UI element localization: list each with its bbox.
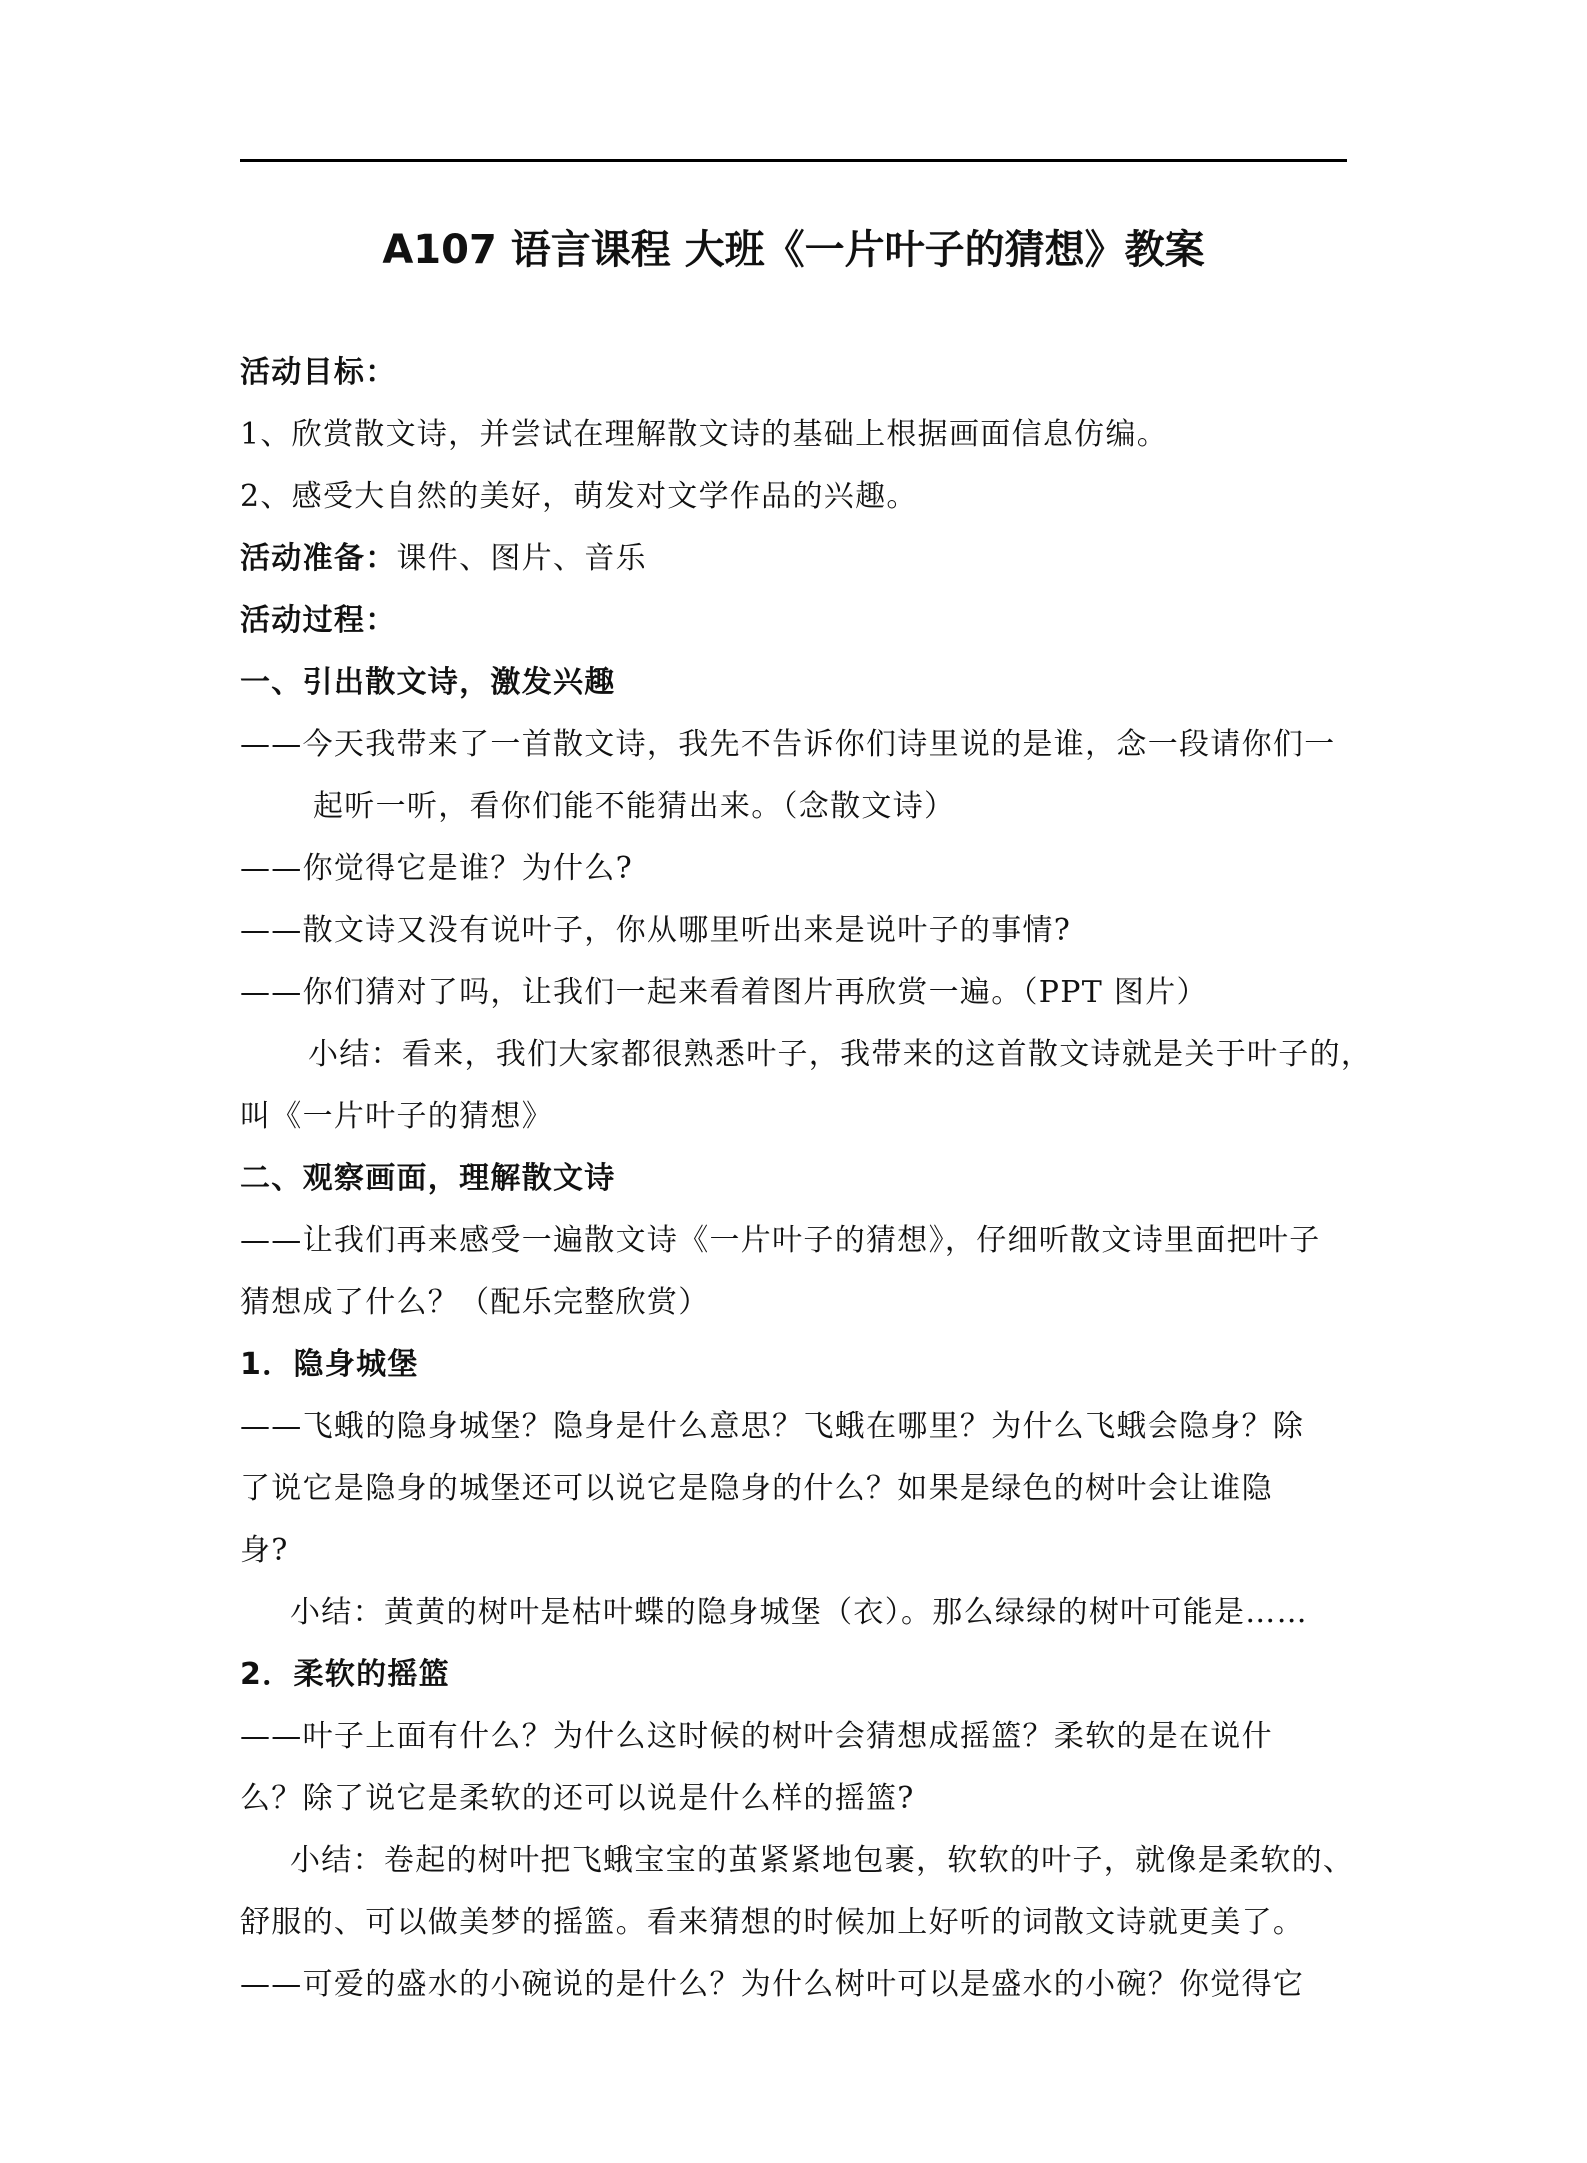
heading-process: 活动过程： [240,603,397,638]
summary-line: 小结：黄黄的树叶是枯叶蝶的隐身城堡（衣）。那么绿绿的树叶可能是…… [290,1595,1308,1630]
section-2-heading: 二、观察画面，理解散文诗 [240,1161,616,1196]
paragraph-line: ——你觉得它是谁？为什么? [240,851,633,886]
summary-line: 小结：卷起的树叶把飞蛾宝宝的茧紧紧地包裹，软软的叶子，就像是柔软的、 [290,1843,1355,1878]
subsection-2-heading: 2．柔软的摇篮 [240,1657,450,1692]
objective-1: 1、欣赏散文诗，并尝试在理解散文诗的基础上根据画面信息仿编。 [240,417,1169,452]
subsection-1-heading: 1．隐身城堡 [240,1347,419,1382]
paragraph-line: ——你们猜对了吗，让我们一起来看着图片再欣赏一遍。（PPT 图片） [240,975,1208,1010]
paragraph-line: 身? [240,1533,289,1568]
document-body [240,342,1373,2016]
page-title: A107 语言课程 大班《一片叶子的猜想》教案 [382,227,1205,273]
preparation-line [240,528,1350,590]
paragraph-line: ——叶子上面有什么？为什么这时候的树叶会猜想成摇篮？柔软的是在说什 [240,1719,1273,1754]
paragraph-line: 叫《一片叶子的猜想》 [240,1099,553,1134]
preparation-text: 课件、图片、音乐 [396,541,647,576]
paragraph-line: ——让我们再来感受一遍散文诗《一片叶子的猜想》，仔细听散文诗里面把叶子 [240,1223,1321,1258]
paragraph-line: 舒服的、可以做美梦的摇篮。看来猜想的时候加上好听的词散文诗就更美了。 [240,1905,1305,1940]
summary-line: 小结：看来，我们大家都很熟悉叶子，我带来的这首散文诗就是关于叶子的， [308,1037,1373,1072]
paragraph-line: ——今天我带来了一首散文诗，我先不告诉你们诗里说的是谁，念一段请你们一 [240,727,1336,762]
heading-objectives: 活动目标： [240,355,397,390]
paragraph-line: 起听一听，看你们能不能猜出来。（念散文诗） [313,789,956,824]
paragraph-line: ——散文诗又没有说叶子，你从哪里听出来是说叶子的事情? [240,913,1072,948]
section-1-heading: 一、引出散文诗，激发兴趣 [240,665,616,700]
objective-2: 2、感受大自然的美好，萌发对文学作品的兴趣。 [240,479,918,514]
preparation-label: 活动准备： [240,541,397,576]
paragraph-line: ——可爱的盛水的小碗说的是什么？为什么树叶可以是盛水的小碗？你觉得它 [240,1967,1305,2002]
paragraph-line: 么？除了说它是柔软的还可以说是什么样的摇篮? [240,1781,915,1816]
header-rule [240,159,1347,162]
paragraph-line: 猜想成了什么？（配乐完整欣赏） [240,1285,710,1320]
paragraph-line: 了说它是隐身的城堡还可以说它是隐身的什么？如果是绿色的树叶会让谁隐 [240,1471,1273,1506]
paragraph-line: ——飞蛾的隐身城堡？隐身是什么意思？飞蛾在哪里？为什么飞蛾会隐身？除 [240,1409,1305,1444]
